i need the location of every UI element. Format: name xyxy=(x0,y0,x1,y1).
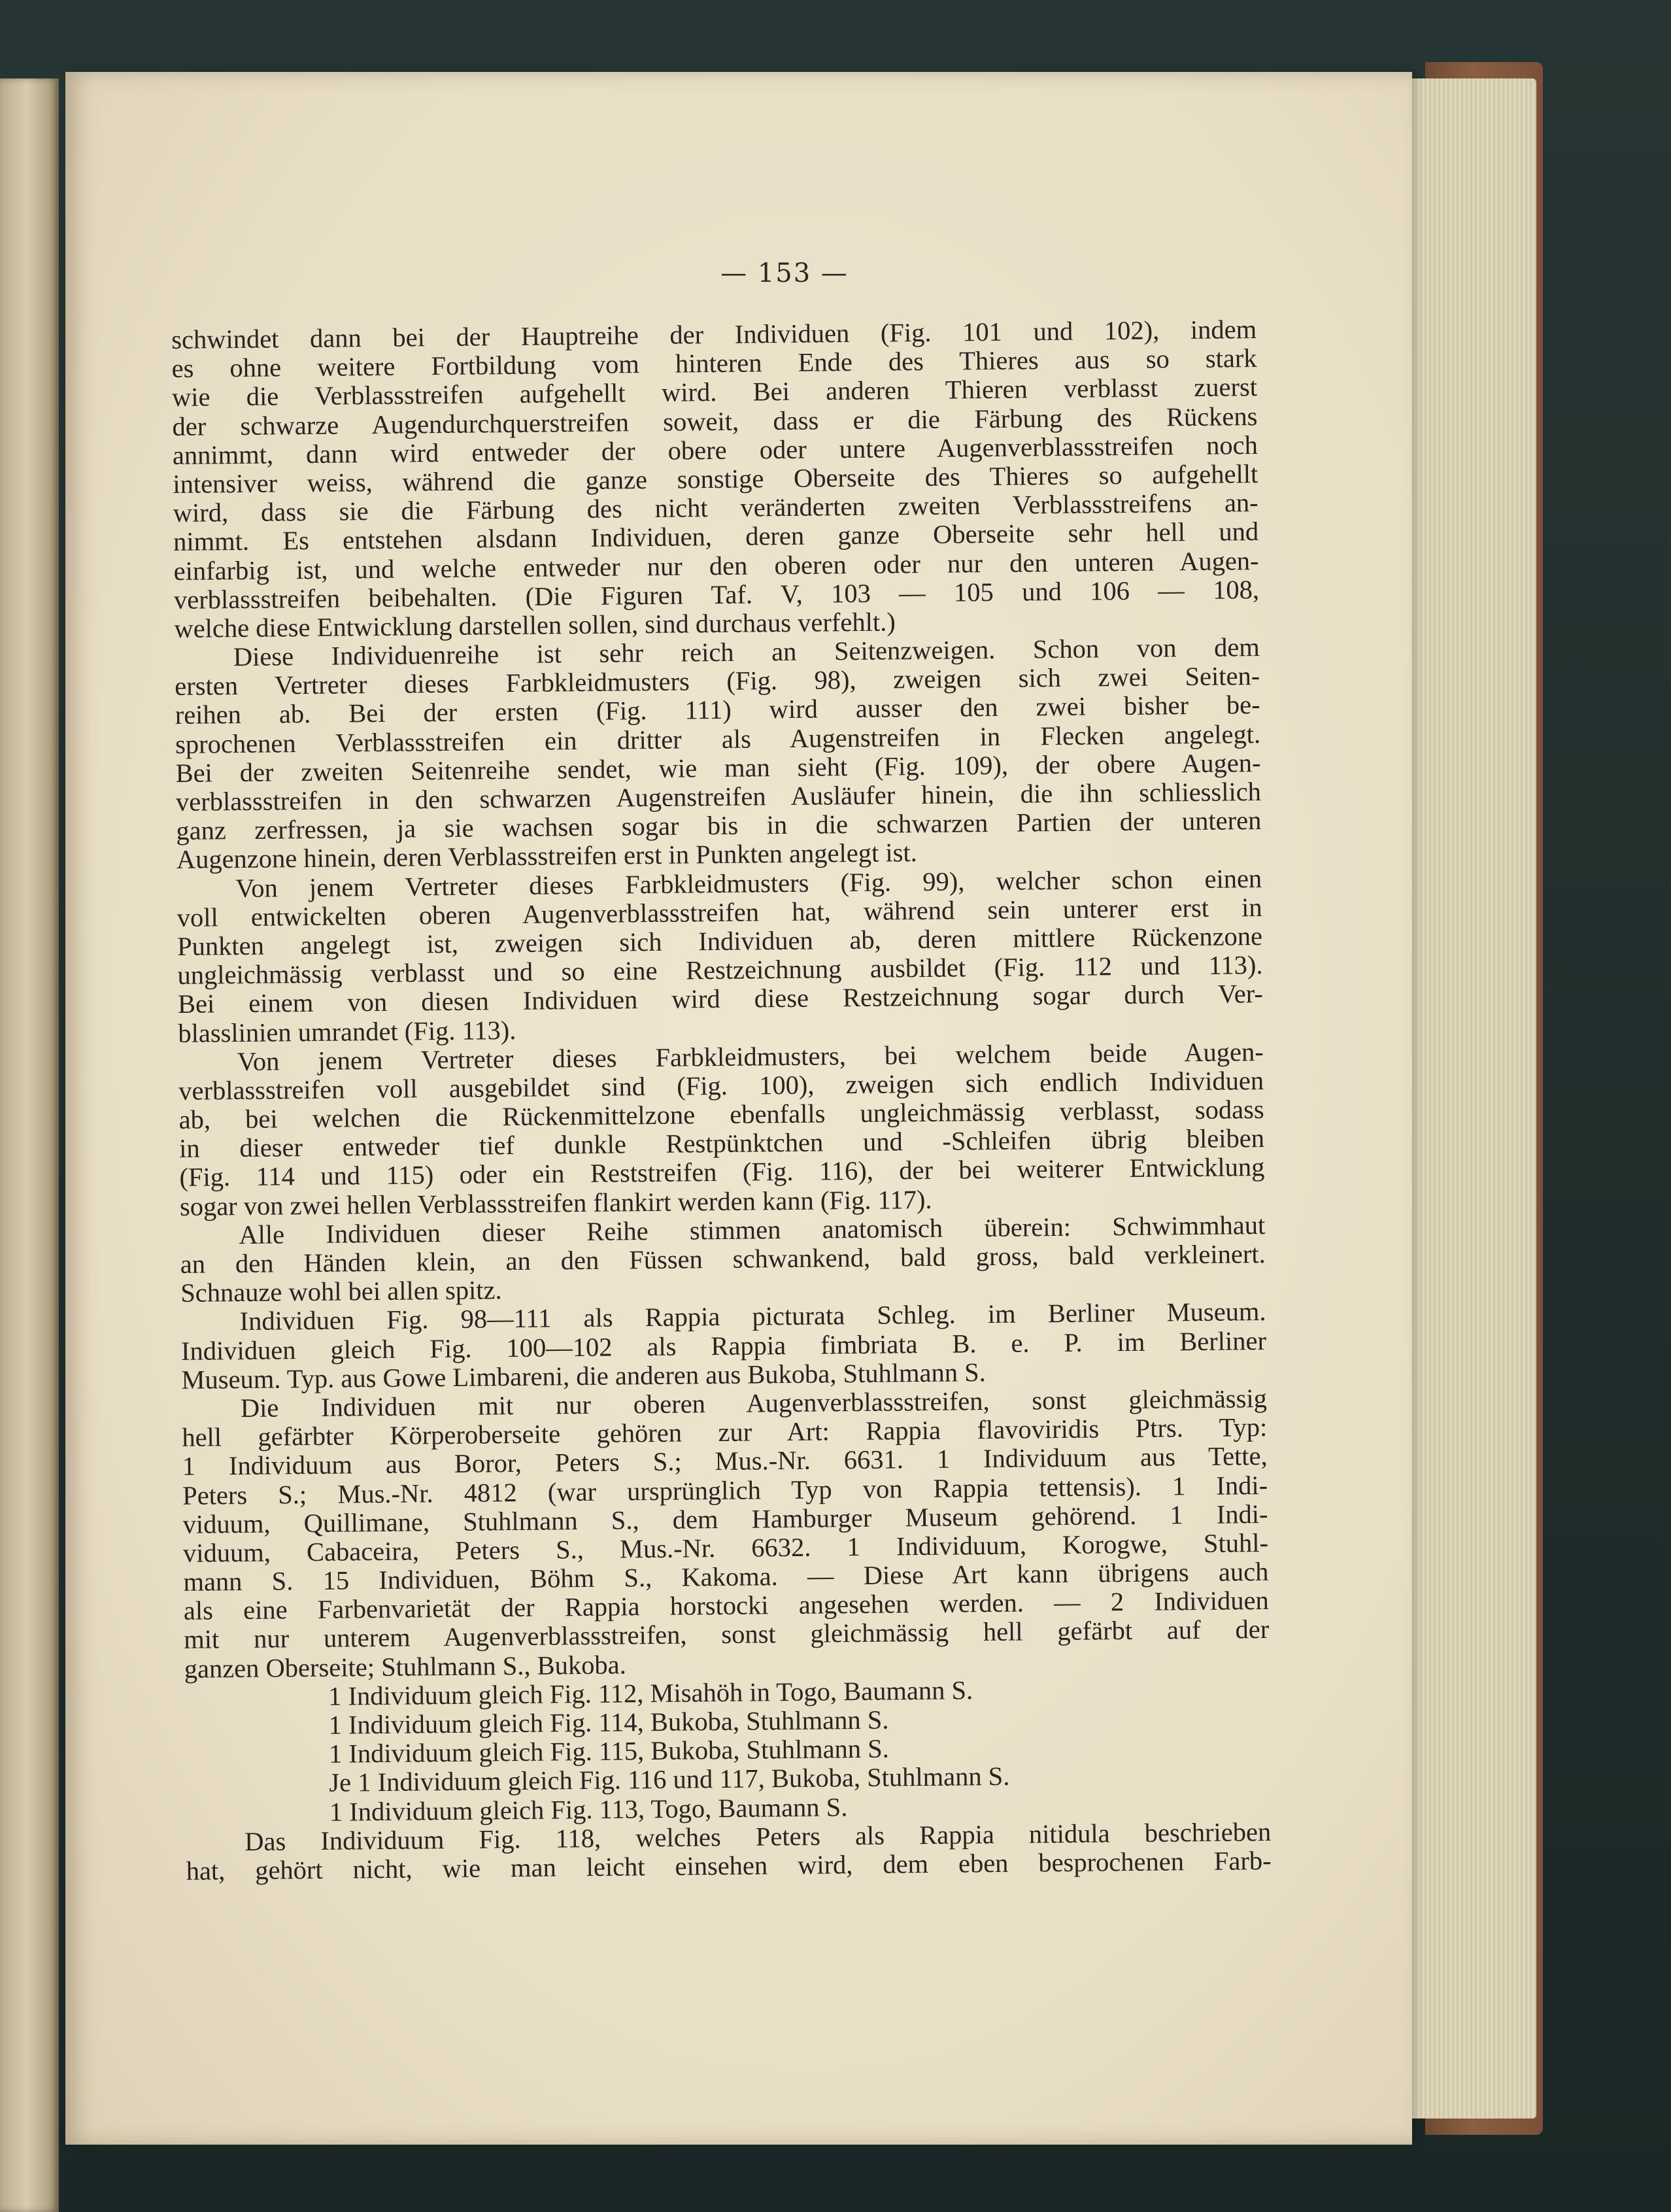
text-line: hell gefärbter Körperoberseite gehören zur Art: Rappia flavoviridis Ptrs. Typ: xyxy=(182,1412,1268,1453)
text-line: mit nur unterem Augenverblassstreifen, sonst gleichmässig hell gefärbt auf der xyxy=(184,1614,1270,1655)
text-line: mann S. 15 Individuen, Böhm S., Kakoma. — Diese Art kann übrigens auch xyxy=(183,1557,1269,1597)
text-line: 1 Individuum gleich Fig. 115, Bukoba, Stuhlmann S. xyxy=(328,1733,890,1769)
text-line: Augenzone hinein, deren Verblassstreifen erst in Punkten angelegt ist. xyxy=(176,838,917,875)
text-line: Bei einem von diesen Individuen wird diese Restzeichnung sogar durch Ver- xyxy=(177,979,1264,1019)
text-line: 1 Individuum gleich Fig. 113, Togo, Baumann S. xyxy=(329,1792,848,1827)
text-line: der schwarze Augendurchquerstreifen soweit, dass er die Färbung des Rückens xyxy=(172,401,1258,441)
text-line: 1 Individuum gleich Fig. 112, Misahöh in Togo, Baumann S. xyxy=(328,1675,973,1711)
text-line: an den Händen klein, an den Füssen schwankend, bald gross, bald verkleinert. xyxy=(180,1239,1266,1279)
body-text xyxy=(171,315,1272,1886)
left-page-edge xyxy=(0,78,59,2212)
book-page xyxy=(65,72,1412,2145)
page-stack-edge xyxy=(1399,78,1536,2118)
page-number: — 153 — xyxy=(720,258,849,288)
text-line: Von jenem Vertreter dieses Farbkleidmusters, bei welchem beide Augen- xyxy=(237,1036,1264,1076)
text-line: Individuen gleich Fig. 100—102 als Rappia fimbriata B. e. P. im Berliner xyxy=(180,1325,1267,1366)
text-line: Punkten angelegt ist, zweigen sich Individuen ab, deren mittlere Rückenzone xyxy=(177,921,1263,961)
text-line: schwindet dann bei der Hauptreihe der Individuen (Fig. 101 und 102), indem xyxy=(171,315,1257,354)
text-line: hat, gehört nicht, wie man leicht einsehen wird, dem eben besprochenen Farb- xyxy=(186,1845,1272,1886)
text-line: ungleichmässig verblasst und so eine Restzeichnung ausbildet (Fig. 112 und 113). xyxy=(177,950,1263,991)
text-line: welche diese Entwicklung darstellen sollen, sind durchaus verfehlt.) xyxy=(174,607,896,643)
text-line: 1 Individuum aus Boror, Peters S.; Mus.-Nr. 6631. 1 Individuum aus Tette, xyxy=(182,1441,1268,1482)
text-line: ab, bei welchen die Rückenmittelzone ebenfalls ungleichmässig verblasst, sodass xyxy=(178,1095,1264,1135)
text-line: Je 1 Individuum gleich Fig. 116 und 117, Bukoba, Stuhlmann S. xyxy=(329,1761,1010,1798)
text-line: intensiver weiss, während die ganze sonstige Oberseite des Thieres so aufgehellt xyxy=(173,458,1258,499)
text-line: reihen ab. Bei der ersten (Fig. 111) wird ausser den zwei bisher be- xyxy=(175,690,1260,730)
text-line: Das Individuum Fig. 118, welches Peters als Rappia nitidula beschrieben xyxy=(245,1816,1272,1856)
text-line: viduum, Cabaceira, Peters S., Mus.-Nr. 6632. 1 Individuum, Korogwe, Stuhl- xyxy=(182,1527,1269,1568)
text-line: es ohne weitere Fortbildung vom hinteren Ende des Thieres aus so stark xyxy=(171,343,1257,384)
text-line: Von jenem Vertreter dieses Farbkleidmusters (Fig. 99), welcher schon einen xyxy=(235,863,1262,903)
text-line: voll entwickelten oberen Augenverblassstreifen hat, während sein unterer erst in xyxy=(177,892,1262,932)
text-line: ganz zerfressen, ja sie wachsen sogar bis in die schwarzen Partien der unteren xyxy=(176,806,1262,846)
text-line: verblassstreifen voll ausgebildet sind (Fig. 100), zweigen sich endlich Individuen xyxy=(178,1065,1264,1106)
text-line: Diese Individuenreihe ist sehr reich an Seitenzweigen. Schon von dem xyxy=(233,632,1260,672)
text-line: Bei der zweiten Seitenreihe sendet, wie man sieht (Fig. 109), der obere Augen- xyxy=(175,747,1261,788)
text-line: (Fig. 114 und 115) oder ein Reststreifen (Fig. 116), der bei weiterer Entwicklung xyxy=(179,1152,1265,1193)
text-line: sogar von zwei hellen Verblassstreifen flankirt werden kann (Fig. 117). xyxy=(179,1184,932,1221)
text-line: einfarbig ist, und welche entweder nur den oberen oder nur den unteren Augen- xyxy=(173,545,1259,586)
text-line: Alle Individuen dieser Reihe stimmen anatomisch überein: Schwimmhaut xyxy=(239,1210,1266,1250)
text-line: Die Individuen mit nur oberen Augenverblassstreifen, sonst gleichmässig xyxy=(240,1383,1268,1423)
text-line: wird, dass sie die Färbung des nicht veränderten zweiten Verblassstreifens an- xyxy=(173,488,1258,528)
text-line: verblassstreifen beibehalten. (Die Figuren Taf. V, 103 — 105 und 106 — 108, xyxy=(173,574,1260,615)
text-line: verblassstreifen in den schwarzen Augenstreifen Ausläufer hinein, die ihn schliesslich xyxy=(175,777,1262,817)
text-line: sprochenen Verblassstreifen ein dritter als Augenstreifen in Flecken angelegt. xyxy=(175,719,1261,759)
text-line: Individuen Fig. 98—111 als Rappia picturata Schleg. im Berliner Museum. xyxy=(239,1297,1266,1336)
text-line: in dieser entweder tief dunkle Restpünktchen und -Schleifen übrig bleiben xyxy=(178,1123,1265,1164)
text-line: viduum, Quillimane, Stuhlmann S., dem Hamburger Museum gehörend. 1 Indi- xyxy=(182,1499,1268,1539)
text-line: Peters S.; Mus.-Nr. 4812 (war ursprünglich Typ von Rappia tettensis). 1 Indi- xyxy=(182,1470,1268,1510)
text-line: 1 Individuum gleich Fig. 114, Bukoba, Stuhlmann S. xyxy=(328,1705,889,1740)
text-line: annimmt, dann wird entweder der obere oder untere Augenverblassstreifen noch xyxy=(172,430,1258,470)
text-line: ersten Vertreter dieses Farbkleidmusters (Fig. 98), zweigen sich zwei Seiten- xyxy=(175,661,1260,702)
text-line: Schnauze wohl bei allen spitz. xyxy=(180,1275,502,1308)
text-line: ganzen Oberseite; Stuhlmann S., Bukoba. xyxy=(184,1650,626,1684)
text-line: als eine Farbenvarietät der Rappia horstocki angesehen werden. — 2 Individuen xyxy=(183,1586,1270,1626)
text-line: wie die Verblassstreifen aufgehellt wird. Bei anderen Thieren verblasst zuerst xyxy=(171,372,1258,413)
text-line: blasslinien umrandet (Fig. 113). xyxy=(178,1015,516,1048)
text-line: nimmt. Es entstehen alsdann Individuen, deren ganze Oberseite sehr hell und xyxy=(173,517,1259,557)
text-line: Museum. Typ. aus Gowe Limbareni, die anderen aus Bukoba, Stuhlmann S. xyxy=(181,1357,986,1395)
